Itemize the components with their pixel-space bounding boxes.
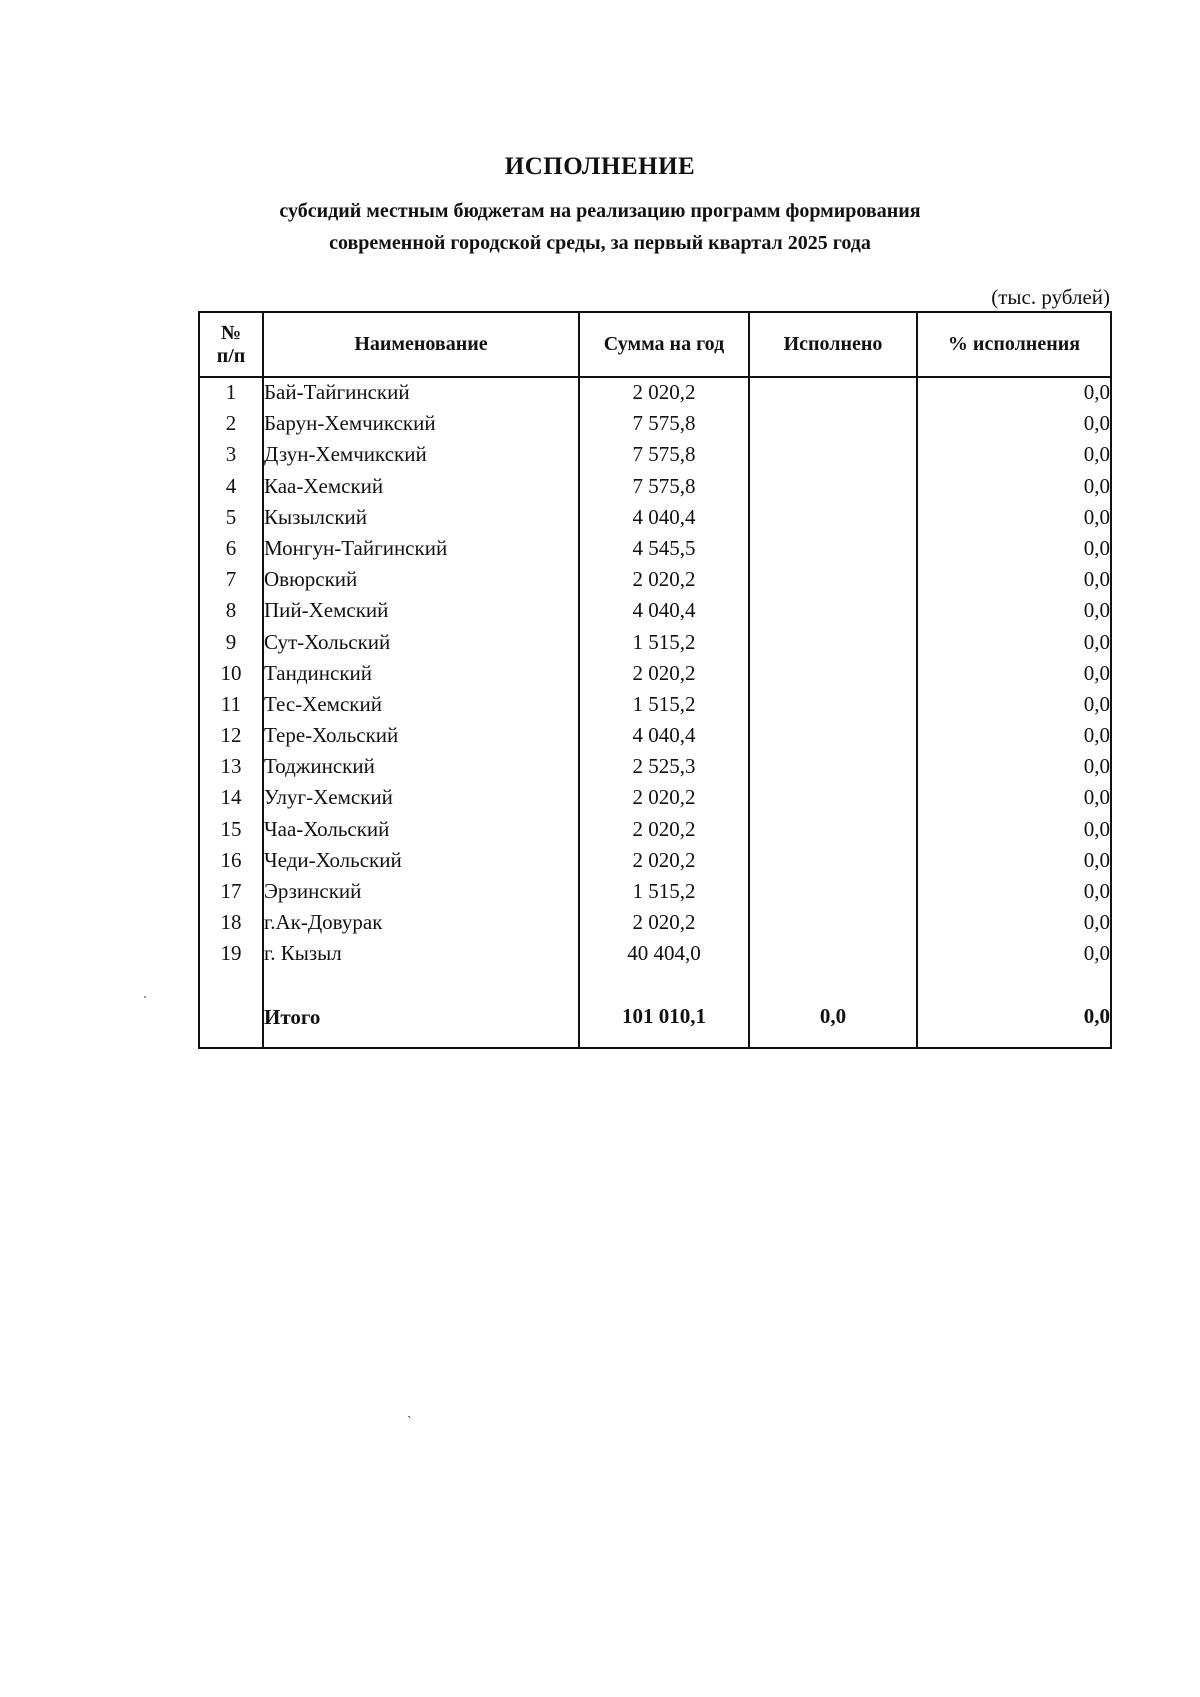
row-number: 11 xyxy=(199,690,263,721)
row-name: Тандинский xyxy=(263,659,579,690)
row-percent: 0,0 xyxy=(917,440,1111,471)
row-name: Чеди-Хольский xyxy=(263,846,579,877)
row-percent: 0,0 xyxy=(917,377,1111,409)
table-row xyxy=(199,440,1111,471)
spacer-cell xyxy=(263,971,579,1002)
row-number: 2 xyxy=(199,409,263,440)
row-number: 12 xyxy=(199,721,263,752)
row-number: 7 xyxy=(199,565,263,596)
row-name: Пий-Хемский xyxy=(263,596,579,627)
row-sum: 1 515,2 xyxy=(579,877,749,908)
row-sum: 2 020,2 xyxy=(579,377,749,409)
row-sum: 1 515,2 xyxy=(579,690,749,721)
row-sum: 2 525,3 xyxy=(579,752,749,783)
header-sum: Сумма на год xyxy=(579,312,749,377)
row-number: 15 xyxy=(199,815,263,846)
row-done xyxy=(749,846,917,877)
row-number: 5 xyxy=(199,503,263,534)
row-number: 18 xyxy=(199,908,263,939)
table-row xyxy=(199,409,1111,440)
document-title: ИСПОЛНЕНИЕ xyxy=(504,153,696,180)
row-name: Кызылский xyxy=(263,503,579,534)
row-name: Овюрский xyxy=(263,565,579,596)
row-done xyxy=(749,596,917,627)
row-sum: 2 020,2 xyxy=(579,565,749,596)
table-row xyxy=(199,628,1111,659)
row-number: 19 xyxy=(199,939,263,970)
row-percent: 0,0 xyxy=(917,939,1111,970)
scan-mark: ˏ xyxy=(407,1404,412,1419)
table-row xyxy=(199,659,1111,690)
row-number: 6 xyxy=(199,534,263,565)
table-header-row xyxy=(199,312,1111,377)
row-name: Дзун-Хемчикский xyxy=(263,440,579,471)
row-percent: 0,0 xyxy=(917,815,1111,846)
row-percent: 0,0 xyxy=(917,659,1111,690)
row-number: 8 xyxy=(199,596,263,627)
subtitle-line-1: субсидий местным бюджетам на реализацию программ формирования xyxy=(279,200,921,222)
row-sum: 4 545,5 xyxy=(579,534,749,565)
table-row xyxy=(199,472,1111,503)
scan-speck xyxy=(144,996,146,998)
row-sum: 40 404,0 xyxy=(579,939,749,970)
spacer-row xyxy=(199,971,1111,1002)
row-percent: 0,0 xyxy=(917,472,1111,503)
row-sum: 2 020,2 xyxy=(579,783,749,814)
execution-table xyxy=(198,311,1112,1049)
row-done xyxy=(749,377,917,409)
row-number: 16 xyxy=(199,846,263,877)
row-percent: 0,0 xyxy=(917,908,1111,939)
spacer-cell xyxy=(199,971,263,1002)
row-done xyxy=(749,783,917,814)
row-sum: 4 040,4 xyxy=(579,503,749,534)
row-number: 10 xyxy=(199,659,263,690)
table-row xyxy=(199,721,1111,752)
total-num-cell xyxy=(199,1002,263,1048)
row-number: 1 xyxy=(199,377,263,409)
row-name: г.Ак-Довурак xyxy=(263,908,579,939)
row-done xyxy=(749,690,917,721)
row-number: 14 xyxy=(199,783,263,814)
header-number-symbol: № xyxy=(220,321,242,344)
row-name: Монгун-Тайгинский xyxy=(263,534,579,565)
row-number: 3 xyxy=(199,440,263,471)
row-percent: 0,0 xyxy=(917,877,1111,908)
subtitle-line-2: современной городской среды, за первый квартал 2025 года xyxy=(329,232,871,254)
row-percent: 0,0 xyxy=(917,628,1111,659)
row-done xyxy=(749,440,917,471)
row-name: Чаа-Хольский xyxy=(263,815,579,846)
row-number: 9 xyxy=(199,628,263,659)
row-sum: 2 020,2 xyxy=(579,908,749,939)
row-done xyxy=(749,534,917,565)
row-sum: 1 515,2 xyxy=(579,628,749,659)
table-row xyxy=(199,783,1111,814)
row-sum: 7 575,8 xyxy=(579,409,749,440)
header-number-abbrev: п/п xyxy=(216,344,246,367)
header-done: Исполнено xyxy=(749,312,917,377)
table-row xyxy=(199,565,1111,596)
units-note: (тыс. рублей) xyxy=(991,285,1110,309)
row-name: Каа-Хемский xyxy=(263,472,579,503)
total-row xyxy=(199,1002,1111,1048)
row-percent: 0,0 xyxy=(917,783,1111,814)
row-sum: 2 020,2 xyxy=(579,846,749,877)
table-row xyxy=(199,377,1111,409)
row-percent: 0,0 xyxy=(917,565,1111,596)
total-sum: 101 010,1 xyxy=(579,1002,749,1048)
table-row xyxy=(199,534,1111,565)
table-row xyxy=(199,690,1111,721)
row-done xyxy=(749,472,917,503)
table-body xyxy=(199,377,1111,1048)
row-name: Барун-Хемчикский xyxy=(263,409,579,440)
row-sum: 4 040,4 xyxy=(579,721,749,752)
row-sum: 2 020,2 xyxy=(579,815,749,846)
row-done xyxy=(749,908,917,939)
header-name: Наименование xyxy=(263,312,579,377)
table-row xyxy=(199,939,1111,970)
row-percent: 0,0 xyxy=(917,503,1111,534)
spacer-cell xyxy=(579,971,749,1002)
row-done xyxy=(749,721,917,752)
row-percent: 0,0 xyxy=(917,690,1111,721)
table-row xyxy=(199,752,1111,783)
row-percent: 0,0 xyxy=(917,534,1111,565)
row-number: 17 xyxy=(199,877,263,908)
row-done xyxy=(749,628,917,659)
row-done xyxy=(749,939,917,970)
table-row xyxy=(199,846,1111,877)
spacer-cell xyxy=(749,971,917,1002)
row-name: Бай-Тайгинский xyxy=(263,377,579,409)
table-row xyxy=(199,908,1111,939)
row-name: г. Кызыл xyxy=(263,939,579,970)
total-percent: 0,0 xyxy=(917,1002,1111,1048)
row-name: Эрзинский xyxy=(263,877,579,908)
document-subtitle xyxy=(0,195,1200,259)
row-name: Тоджинский xyxy=(263,752,579,783)
total-done: 0,0 xyxy=(749,1002,917,1048)
row-name: Сут-Хольский xyxy=(263,628,579,659)
header-number xyxy=(199,312,263,377)
row-done xyxy=(749,752,917,783)
row-percent: 0,0 xyxy=(917,721,1111,752)
row-done xyxy=(749,409,917,440)
row-percent: 0,0 xyxy=(917,752,1111,783)
row-sum: 4 040,4 xyxy=(579,596,749,627)
row-sum: 7 575,8 xyxy=(579,440,749,471)
row-name: Улуг-Хемский xyxy=(263,783,579,814)
row-done xyxy=(749,503,917,534)
table-row xyxy=(199,877,1111,908)
row-number: 13 xyxy=(199,752,263,783)
row-name: Тере-Хольский xyxy=(263,721,579,752)
row-percent: 0,0 xyxy=(917,409,1111,440)
row-name: Тес-Хемский xyxy=(263,690,579,721)
row-percent: 0,0 xyxy=(917,846,1111,877)
table-row xyxy=(199,503,1111,534)
row-done xyxy=(749,815,917,846)
table-row xyxy=(199,815,1111,846)
spacer-cell xyxy=(917,971,1111,1002)
row-done xyxy=(749,877,917,908)
row-sum: 2 020,2 xyxy=(579,659,749,690)
table-row xyxy=(199,596,1111,627)
row-sum: 7 575,8 xyxy=(579,472,749,503)
row-done xyxy=(749,659,917,690)
row-done xyxy=(749,565,917,596)
total-label: Итого xyxy=(263,1002,579,1048)
header-percent: % исполнения xyxy=(917,312,1111,377)
row-number: 4 xyxy=(199,472,263,503)
row-percent: 0,0 xyxy=(917,596,1111,627)
